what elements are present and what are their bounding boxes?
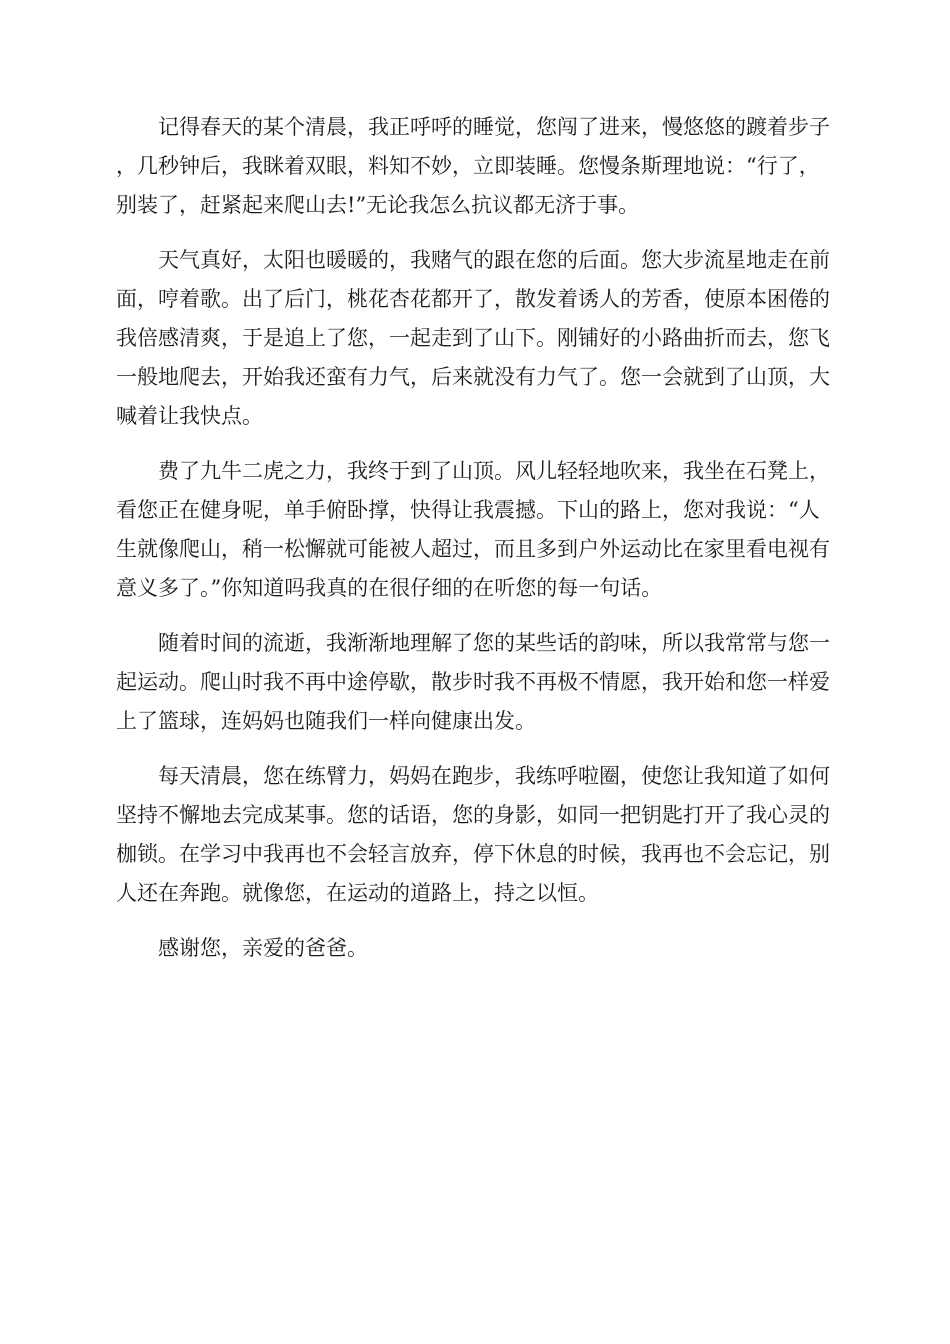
paragraph-2: 天气真好，太阳也暖暖的，我赌气的跟在您的后面。您大步流星地走在前面，哼着歌。出了后门，桃花杏花都开了，散发着诱人的芳香，使原本困倦的我倍感清爽，于是追上了您，一起走到了山下。刚铺好的小路曲折而去，您飞一般地爬去，开始我还蛮有力气，后来就没有力气了。您一会就到了山顶，大喊着让我快点。: [116, 248, 830, 428]
paragraph-5: 每天清晨，您在练臂力，妈妈在跑步，我练呼啦圈，使您让我知道了如何坚持不懈地去完成某事。您的话语，您的身影，如同一把钥匙打开了我心灵的枷锁。在学习中我再也不会轻言放弃，停下休息的时候，我再也不会忘记，别人还在奔跑。就像您，在运动的道路上，持之以恒。: [116, 764, 830, 905]
closing-line: 感谢您，亲爱的爸爸。: [158, 936, 368, 960]
paragraph-1: 记得春天的某个清晨，我正呼呼的睡觉，您闯了进来，慢悠悠的踱着步子，几秒钟后，我眯着双眼，料知不妙，立即装睡。您慢条斯理地说：“行了，别装了，赶紧起来爬山去!”无论我怎么抗议都无济于事。: [116, 115, 830, 217]
paragraph-3: 费了九牛二虎之力，我终于到了山顶。风儿轻轻地吹来，我坐在石凳上，看您正在健身呢，单手俯卧撑，快得让我震撼。下山的路上，您对我说：“人生就像爬山，稍一松懈就可能被人超过，而且多到户外运动比在家里看电视有意义多了。”你知道吗我真的在很仔细的在听您的每一句话。: [116, 459, 830, 600]
paragraph-4: 随着时间的流逝，我渐渐地理解了您的某些话的韵味，所以我常常与您一起运动。爬山时我不再中途停歇，散步时我不再极不情愿，我开始和您一样爱上了篮球，连妈妈也随我们一样向健康出发。: [116, 631, 830, 733]
essay-body: [116, 108, 836, 968]
